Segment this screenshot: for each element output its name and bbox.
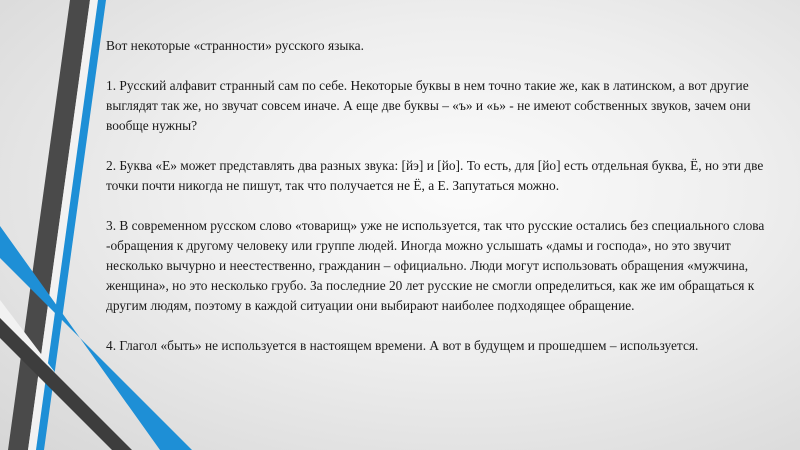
paragraph-3: 3. В современном русском слово «товарищ» уже не используется, так что русские остались без специального слова -обращения к другому человеку или группе людей. Иногда можно услышать «дамы и господа», но это звучит несколько вычурно и неестественно, гражданин – официально. Люди могут использовать обращения «мужчина, женщина», но это несколько грубо. За последние 20 лет русские не смогли определиться, как же им обращаться к другим людям, поэтому в каждой ситуации они выбирают наиболее подходящее обращение. [106,218,765,313]
paragraph-4: 4. Глагол «быть» не используется в настоящем времени. А вот в будущем и прошедшем – используется. [106,338,699,353]
paragraph-1: 1. Русский алфавит странный сам по себе. Некоторые буквы в нем точно такие же, как в латинском, а вот другие выглядят так же, но звучат совсем иначе. А еще две буквы – «ъ» и «ь» - не имеют собственных звуков, зачем они вообще нужны? [106,78,751,133]
slide-text-body [106,36,786,376]
slide-heading: Вот некоторые «странности» русского языка. [106,38,364,53]
paragraph-2: 2. Буква «Е» может представлять два разных звука: [йэ] и [йо]. То есть, для [йо] есть отдельная буква, Ё, но эти две точки почти никогда не пишут, так что получается не Ё, а Е. Запутаться можно. [106,158,764,193]
